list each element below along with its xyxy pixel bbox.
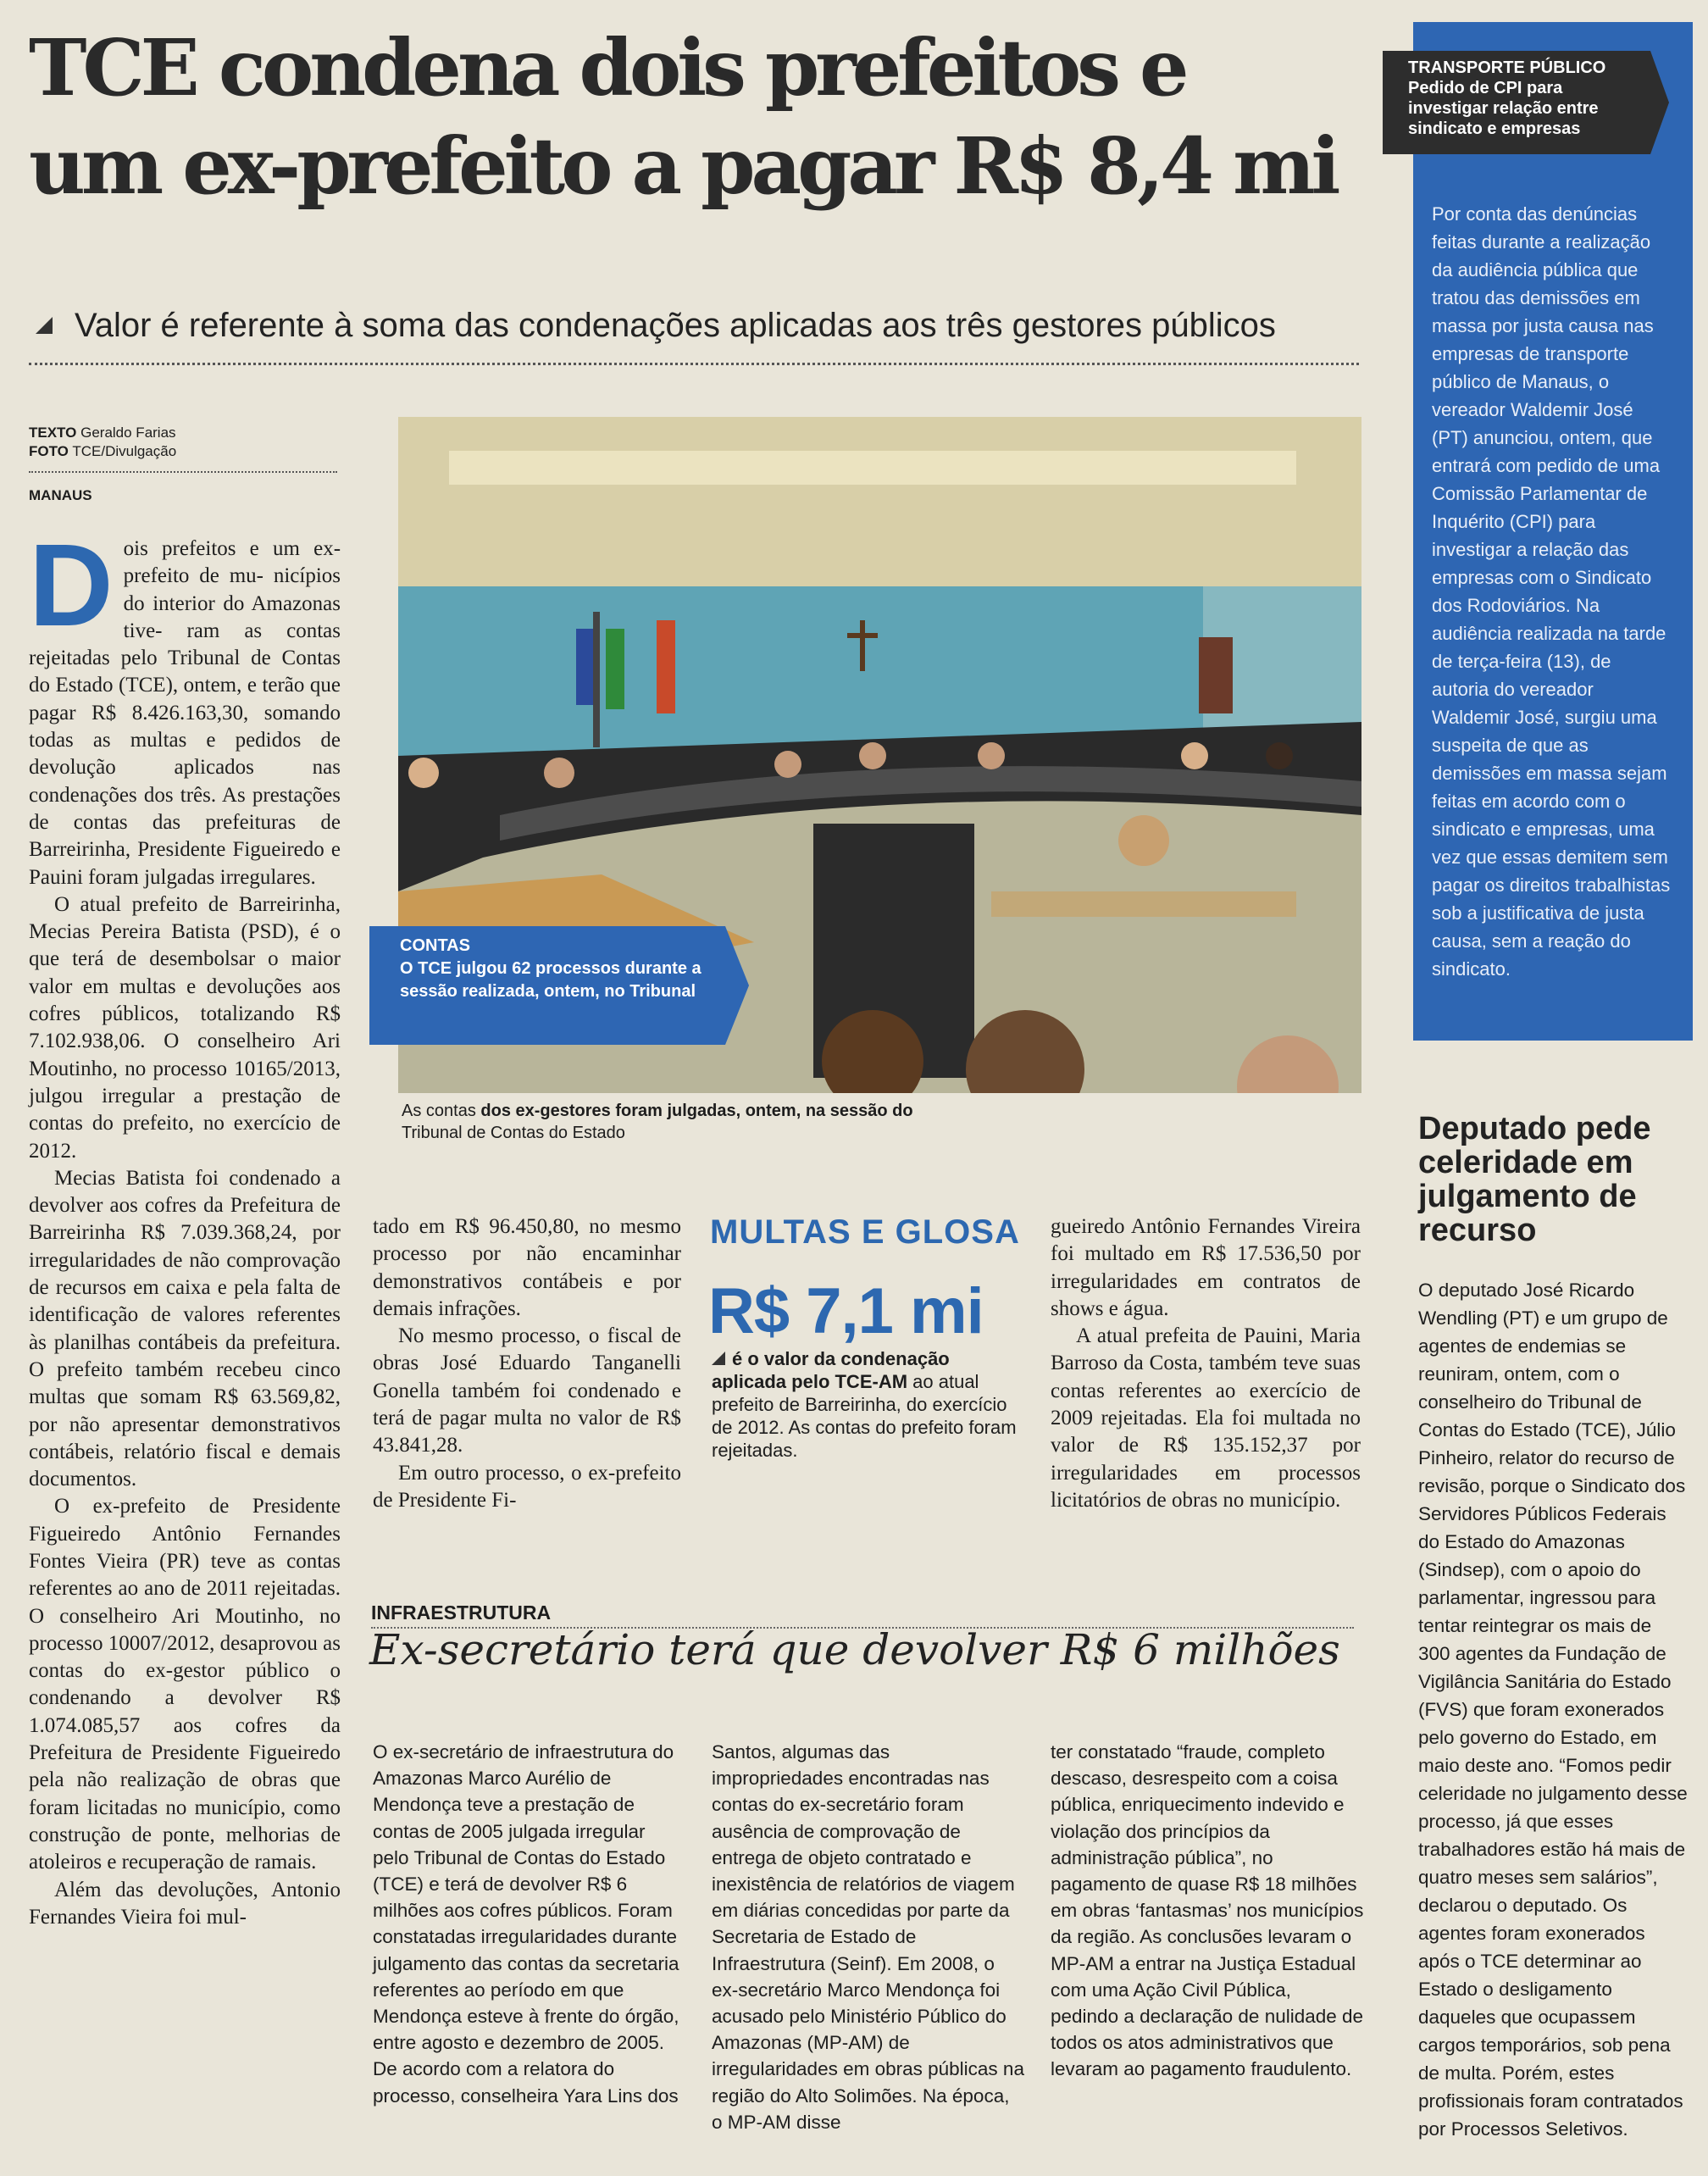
sidebar-tag-text: Pedido de CPI para investigar relação entre sindicato e empresas (1408, 79, 1599, 138)
line: nicípios do interior (123, 564, 341, 615)
dateline: MANAUS (29, 487, 92, 503)
sidebar-body: Por conta das denúncias feitas durante a realização da audiência pública que tratou das demissões em massa por justa causa nas empresas de transporte público de Manaus, o vereador Waldemir José (PT) anunciou, ontem, que entrará com pedido de uma Comissão Parlamentar de Inquérito (CPI) para investigar a relação das empresas com o Sindicato dos Rodoviários. Na audiência realizada na tarde de terça-feira (13), de autoria do vereador Waldemir José, surgiu uma suspeita de que as demissões em massa sejam feitas em acordo com o sindicato e empresas, uma vez que essas demitem sem pagar os direitos trabalhistas sob a justificativa de justa causa, sem a reação do sindicato. (1432, 203, 1671, 980)
arrow-pointer-icon (725, 926, 749, 1045)
headline-line-1: TCE condena dois prefeitos e (29, 22, 1185, 114)
paragraph: O atual prefeito de Barreirinha, Mecias Pereira Batista (PSD), é o que terá de desembolsar o maior valor em multas e devoluções aos cofres públicos, totalizando R$ 7.102.938,06. O conselheiro Ari Moutinho, no processo 10165/2013, julgou irregular a prestação de contas do prefeito, no exercício de 2012. (29, 892, 341, 1163)
paragraph: O ex-prefeito de Presidente Figueiredo Antônio Fernandes Fontes Vieira (PR) teve as contas referentes ao ano de 2011 rejeitadas. O conselheiro Ari Moutinho, no processo 10007/2012, desaprovou as contas do ex-gestor público o condenando a devolver R$ 1.074.085,57 aos cofres da Prefeitura de Presidente Figueiredo pela não realização de obras que foram licitadas no município, como construção de ponte, melhorias de atoleiros e recuperação de ramais. (29, 1495, 341, 1874)
deputado-body: O deputado José Ricardo Wendling (PT) e um grupo de agentes de endemias se reuniram, ontem, com o conselheiro do Tribunal de Contas do Estado (TCE), Júlio Pinheiro, relator do recurso de revisão, porque o Sindicato dos Servidores Públicos Federais do Estado do Amazonas (Sindsep), com o apoio do parlamentar, ingressou para tentar reintegrar os mais de 300 agentes da Fundação de Vigilância Sanitária do Estado (FVS) que foram exonerados pelo governo do Estado, em maio deste ano. “Fomos pedir celeridade no julgamento desse processo, já que esses trabalhadores estão há mais de quatro meses sem salários”, declarou o deputado. Os agentes foram exonerados após o TCE determinar ao Estado o desligamento daqueles que ocupassem cargos temporários, sob pena de multa. Porém, estes profissionais foram contratados por Processos Seletivos. (1418, 1280, 1688, 2140)
paragraph: Em outro processo, o ex-prefeito de Presidente Fi- (373, 1461, 681, 1512)
headline-line-2: um ex-prefeito a pagar R$ 8,4 mi (29, 120, 1337, 212)
paragraph: Mecias Batista foi condenado a devolver aos cofres da Prefeitura de Barreirinha R$ 7.039.368,24, por irregularidades de não comprovação de recursos em caixa e pela falta de identificação de valores referentes às planilhas contábeis da prefeitura. O prefeito também recebeu cinco multas que somam R$ 63.569,82, por não apresentar demonstrativos contábeis, relatório fiscal e demais documentos. (29, 1166, 341, 1491)
foto-label: FOTO (29, 443, 69, 459)
article-column-2 (373, 1213, 681, 1514)
triangle-bullet-icon (36, 317, 53, 334)
sidebar-tag (1383, 51, 1650, 154)
divider (29, 363, 1359, 365)
paragraph-text: ram as contas rejeitadas pelo Tribunal de Contas do Estado (TCE), ontem, e terão que pagar R$ 8.426.163,30, somando todas as multas e pedidos de devolução aplicados nas condenações dos três. As prestações de contas das prefeituras de Barreirinha, Presidente Figueiredo e Pauini foram julgadas irregulares. (29, 619, 341, 889)
photo-credit: TCE/Divulgação (72, 443, 177, 459)
person (1118, 815, 1169, 866)
section-kicker: INFRAESTRUTURA (371, 1601, 552, 1624)
person (544, 758, 574, 788)
multas-value: R$ 7,1 mi (708, 1275, 984, 1347)
multas-title: MULTAS E GLOSA (710, 1213, 1020, 1251)
person (859, 742, 886, 769)
crucifix (860, 620, 865, 671)
paragraph: gueiredo Antônio Fernandes Vireira foi multado em R$ 17.536,50 por irregularidades em contratos de shows e água. (1051, 1215, 1361, 1320)
line: ois prefeitos e um (123, 537, 300, 560)
door (1199, 637, 1233, 713)
caption-bold: dos ex-gestores foram julgadas, ontem, na sessão do (480, 1102, 913, 1120)
paragraph: tado em R$ 96.450,80, no mesmo processo por não encaminhar demonstrativos contábeis e por demais infrações. (373, 1215, 681, 1320)
paragraph: A atual prefeita de Pauini, Maria Barroso da Costa, também teve suas contas referentes ao exercício de 2009 rejeitadas. Ela foi multada no valor de R$ 135.152,37 por irregularidades em processos licitatórios de obras no município. (1051, 1324, 1361, 1512)
flag (606, 629, 624, 709)
subheadline (36, 302, 1391, 349)
ceiling-panel (449, 451, 1296, 485)
multas-text-bold: é o valor da condenação aplicada pelo TCE-AM (712, 1348, 950, 1392)
sidebar-tag-title: TRANSPORTE PÚBLICO (1408, 58, 1606, 77)
paragraph: No mesmo processo, o fiscal de obras José Eduardo Tanganelli Gonella também foi condenado e terá de pagar multa no valor de R$ 43.841,28. (373, 1324, 681, 1457)
divider (29, 471, 337, 473)
infra-column-2: Santos, algumas das impropriedades encontradas nas contas do ex-secretário foram ausência de comprovação de entrega de objeto contratado e inexistência de relatórios de viagem em diárias concedidas por parte da Secretaria de Estado de Infraestrutura (Seinf). Em 2008, o ex-secretário Marco Mendonça foi acusado pelo Ministério Público do Amazonas (MP-AM) de irregularidades em obras públicas na região do Alto Solimões. Na época, o MP-AM disse (712, 1741, 1024, 2133)
flag (657, 620, 675, 713)
flag (576, 629, 593, 705)
triangle-bullet-icon (712, 1352, 725, 1365)
line: ex-prefeito de mu- (123, 537, 341, 588)
texto-label: TEXTO (29, 425, 77, 441)
crucifix (847, 633, 878, 638)
arrow-pointer-icon (1650, 51, 1669, 154)
person (408, 758, 439, 788)
paragraph (29, 520, 341, 891)
headline (29, 19, 1384, 215)
caption-text: Tribunal de Contas do Estado (402, 1124, 625, 1142)
photo-overlay-box (369, 926, 725, 1045)
deputado-headline: Deputado pede celeridade em julgamento de recurso (1418, 1111, 1651, 1248)
ceiling (398, 417, 1361, 595)
multas-text-rest: ao atual prefeito de Barreirinha, do exercício de 2012. As contas do prefeito foram rejeitadas. (712, 1371, 1017, 1461)
person (1181, 742, 1208, 769)
person (774, 751, 801, 778)
person (1266, 742, 1293, 769)
paragraph: Além das devoluções, Antonio Fernandes Vieira foi mul- (29, 1878, 341, 1929)
author-name: Geraldo Farias (80, 425, 176, 441)
caption-text: As contas (402, 1102, 481, 1120)
person (978, 742, 1005, 769)
multas-text (712, 1347, 1017, 1462)
infra-headline: Ex-secretário terá que devolver R$ 6 milhões (369, 1625, 1340, 1674)
subheadline-text: Valor é referente à soma das condenações aplicadas aos três gestores públicos (75, 307, 1276, 344)
flagpole (593, 612, 600, 747)
byline (29, 424, 176, 461)
infra-column-3: ter constatado “fraude, completo descaso, desrespeito com a coisa pública, enriquecimento indevido e violação dos princípios da administração pública”, no pagamento de quase R$ 18 milhões em obras ‘fantasmas’ nos municípios da região. As conclusões levaram o MP-AM a entrar na Justiça Estadual com uma Ação Civil Pública, pedindo a declaração de nulidade de todos os atos administrativos que levaram ao pagamento fraudulento. (1051, 1741, 1364, 2080)
article-column-1 (29, 520, 341, 1931)
line: do Amazonas tive- (123, 591, 341, 642)
infra-column-1: O ex-secretário de infraestrutura do Amazonas Marco Aurélio de Mendonça teve a prestação de contas de 2005 julgada irregular pelo Tribunal de Contas do Estado (TCE) e terá de devolver R$ 6 milhões aos cofres públicos. Foram constatadas irregularidades durante julgamento das contas da secretaria referentes ao período em que Mendonça esteve à frente do órgão, entre agosto e dezembro de 2005. De acordo com a relatora do processo, conselheira Yara Lins dos (373, 1741, 679, 2107)
article-column-4 (1051, 1213, 1361, 1514)
table (991, 891, 1296, 917)
drop-cap: D (29, 520, 114, 651)
overlay-title: CONTAS (400, 936, 470, 955)
photo-caption (402, 1100, 927, 1144)
overlay-text: O TCE julgou 62 processos durante a sessão realizada, ontem, no Tribunal (400, 959, 702, 1001)
